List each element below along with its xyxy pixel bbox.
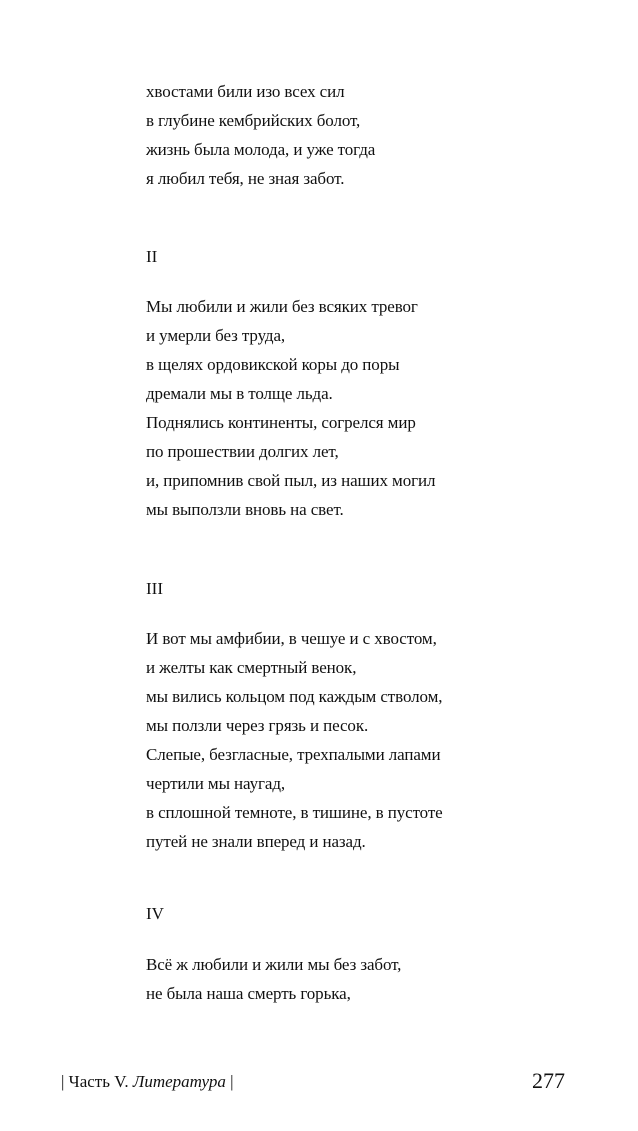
footer-section-title: Литература bbox=[132, 1072, 226, 1091]
poem-line: мы вились кольцом под каждым стволом, bbox=[146, 687, 443, 706]
poem-line: в глубине кембрийских болот, bbox=[146, 111, 361, 130]
poem-line: Мы любили и жили без всяких тревог bbox=[146, 297, 418, 316]
page-number: 277 bbox=[532, 1068, 565, 1093]
running-footer bbox=[61, 1071, 234, 1093]
poem-line: хвостами били изо всех сил bbox=[146, 82, 345, 101]
poem-line: и умерли без труда, bbox=[146, 326, 286, 345]
poem-line: Всё ж любили и жили мы без забот, bbox=[146, 955, 402, 974]
poem-line: мы ползли через грязь и песок. bbox=[146, 716, 369, 735]
poem-line: не была наша смерть горька, bbox=[146, 984, 351, 1003]
poem-line: дремали мы в толще льда. bbox=[146, 384, 333, 403]
poem-line: я любил тебя, не зная забот. bbox=[146, 169, 345, 188]
stanza-numeral: IV bbox=[146, 904, 164, 923]
poem-line: и, припомнив свой пыл, из наших могил bbox=[146, 471, 436, 490]
poem-line: Слепые, безгласные, трехпалыми лапами bbox=[146, 745, 441, 764]
poem-line: Поднялись континенты, согрелся мир bbox=[146, 413, 416, 432]
poem-line: жизнь была молода, и уже тогда bbox=[146, 140, 376, 159]
poem-line: мы выползли вновь на свет. bbox=[146, 500, 344, 519]
poem-line: чертили мы наугад, bbox=[146, 774, 286, 793]
poem-line: в щелях ордовикской коры до поры bbox=[146, 355, 400, 374]
footer-bar-right: | bbox=[230, 1072, 234, 1091]
poem-line: в сплошной темноте, в тишине, в пустоте bbox=[146, 803, 443, 822]
poem-line: И вот мы амфибии, в чешуе и с хвостом, bbox=[146, 629, 437, 648]
poem-line: по прошествии долгих лет, bbox=[146, 442, 339, 461]
footer-bar-left: | bbox=[61, 1072, 65, 1091]
stanza-numeral: II bbox=[146, 247, 158, 266]
poem-line: и желты как смертный венок, bbox=[146, 658, 357, 677]
footer-part-label: Часть V. bbox=[68, 1072, 129, 1091]
poem-line: путей не знали вперед и назад. bbox=[146, 832, 366, 851]
stanza-numeral: III bbox=[146, 579, 163, 598]
